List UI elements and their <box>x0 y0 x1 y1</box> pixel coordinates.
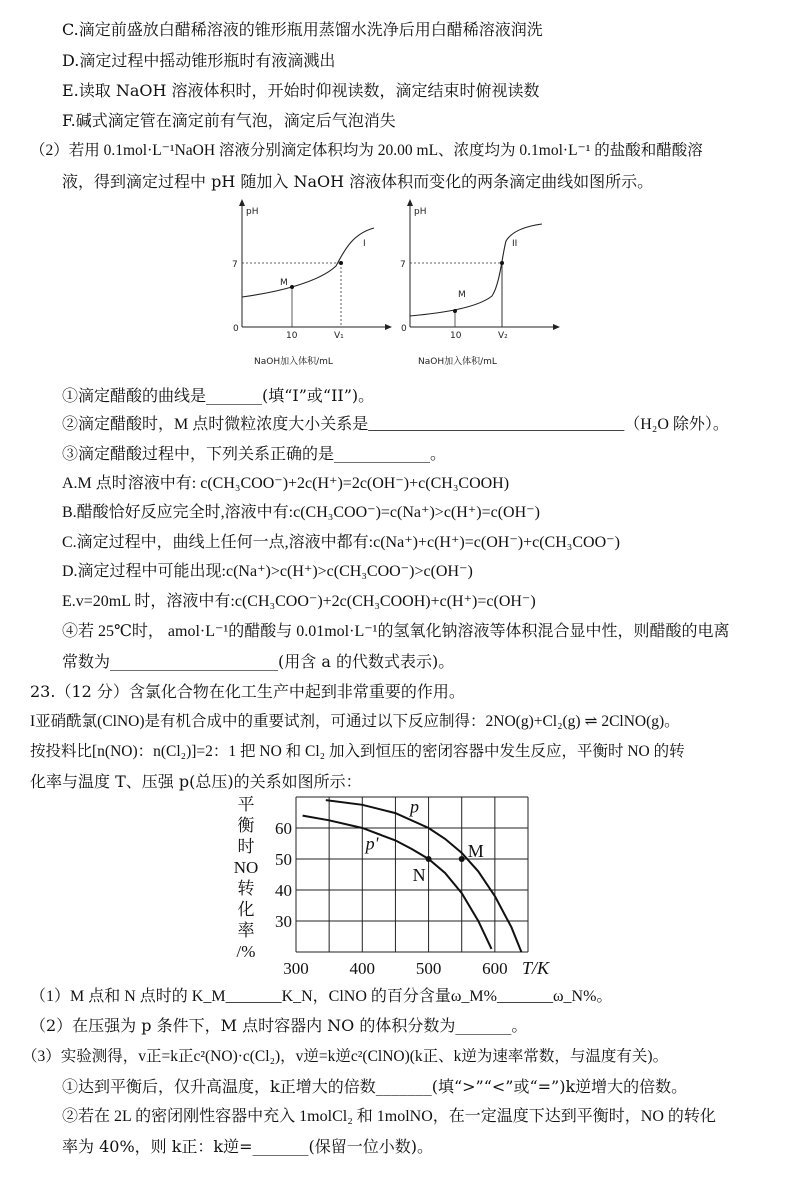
tick-0: 0 <box>401 324 407 334</box>
label-curve-i: I <box>363 239 366 249</box>
conversion-ylabel <box>234 795 259 961</box>
ylabel: pH <box>414 207 427 217</box>
q23-sub3a: ①达到平衡后，仅升高温度，k正增大的倍数_______(填“>”“<”或“=”)k逆增大的倍数。 <box>62 1077 688 1096</box>
x-tick: 600 <box>482 959 508 978</box>
tick-v1: V₁ <box>334 331 344 341</box>
ylabel: pH <box>246 207 259 217</box>
label-m: M <box>280 278 288 288</box>
x-arrow <box>553 324 560 330</box>
q23-title: 23.（12 分）含氯化合物在化工生产中起到非常重要的作用。 <box>30 682 465 701</box>
chart-ticks <box>275 819 550 978</box>
label-m: M <box>467 841 484 861</box>
tick-10: 10 <box>450 331 462 341</box>
q22-2-sub2: ②滴定醋酸时，M 点时微粒浓度大小关系是________________________________（H₂O 除外）。 <box>62 416 729 433</box>
point-n <box>426 856 432 862</box>
q22-2-sub4-line1: ④若 25℃时， amol·L⁻¹的醋酸与 0.01mol·L⁻¹的氢氧化钠溶液等体积混合显中性，则醋酸的电离 <box>62 623 730 640</box>
conversion-chart <box>228 792 568 982</box>
tick-v2: V₂ <box>498 331 508 341</box>
curve-ii <box>410 224 542 316</box>
ylabel-char: 转 <box>237 879 255 898</box>
option-e: E.读取 NaOH 溶液体积时，开始时仰视读数，滴定结束时俯视读数 <box>62 81 540 100</box>
ylabel-char: 时 <box>237 837 255 856</box>
q22-2-opt-d: D.滴定过程中可能出现:c(Na⁺)>c(H⁺)>c(CH₃COO⁻)>c(OH⁻) <box>62 563 473 580</box>
y-tick: 50 <box>275 850 292 869</box>
ylabel-char: /% <box>236 942 256 961</box>
q22-2-sub4-line2: 常数为_____________________(用含 a 的代数式表示)。 <box>62 652 455 671</box>
y-arrow <box>239 199 245 206</box>
q22-2-opt-e: E.v=20mL 时，溶液中有:c(CH₃COO⁻)+2c(CH₃COOH)+c(H⁺)=c(OH⁻) <box>62 593 536 610</box>
q23-sub3b-line2: 率为 40%，则 k正：k逆=_______(保留一位小数)。 <box>62 1137 434 1156</box>
titration-figure-1 <box>224 196 394 376</box>
q22-2-sub3: ③滴定醋酸过程中，下列关系正确的是____________。 <box>62 444 447 463</box>
ylabel-char: NO <box>233 858 259 877</box>
point-m <box>459 856 465 862</box>
tick-7: 7 <box>400 260 406 270</box>
x-tick: 500 <box>415 959 442 978</box>
ylabel-char: 率 <box>237 921 255 940</box>
label-m: M <box>458 290 466 300</box>
ylabel-char: 衡 <box>237 816 255 835</box>
xlabel: NaOH加入体积/mL <box>254 357 333 367</box>
ylabel-char: 平 <box>237 795 255 814</box>
series-label-p: p <box>410 796 420 817</box>
equivalence-point <box>500 261 504 265</box>
q22-2-opt-b: B.醋酸恰好反应完全时,溶液中有:c(CH₃COO⁻)=c(Na⁺)>c(H⁺)=c(OH⁻) <box>62 504 540 521</box>
q23-intro2: 按投料比[n(NO)：n(Cl₂)]=2：1 把 NO 和 Cl₂ 加入到恒压的密闭容器中发生反应，平衡时 NO 的转 <box>30 743 685 760</box>
q22-2-opt-a: A.M 点时溶液中有: c(CH₃COO⁻)+2c(H⁺)=2c(OH⁻)+c(CH₃COOH) <box>62 475 510 492</box>
series-label-p-prime: p' <box>365 833 379 854</box>
xlabel: NaOH加入体积/mL <box>418 357 497 367</box>
x-tick: 400 <box>349 959 376 978</box>
option-f: F.碱式滴定管在滴定前有气泡，滴定后气泡消失 <box>62 111 396 130</box>
y-tick: 40 <box>275 881 292 900</box>
series-line-p-prime <box>303 816 492 949</box>
q23-sub1: （1）M 点和 N 点时的 K_M_______K_N，ClNO 的百分含量ω_M%_______ω_N%。 <box>30 988 613 1005</box>
option-c: C.滴定前盛放白醋稀溶液的锥形瓶用蒸馏水洗净后用白醋稀溶液润洗 <box>62 20 543 39</box>
ylabel-char: 化 <box>237 900 255 919</box>
tick-10: 10 <box>286 331 298 341</box>
label-n: N <box>412 865 426 885</box>
x-axis-label: T/K <box>522 958 550 978</box>
y-tick: 60 <box>275 819 292 838</box>
tick-0: 0 <box>233 324 239 334</box>
option-d: D.滴定过程中摇动锥形瓶时有液滴溅出 <box>62 51 336 70</box>
q23-intro1: I亚硝酰氯(ClNO)是有机合成中的重要试剂，可通过以下反应制得：2NO(g)+Cl₂(g) ⇌ 2ClNO(g)。 <box>30 713 680 730</box>
label-curve-ii: II <box>512 239 518 249</box>
q22-2-stem-line1: （2）若用 0.1mol·L⁻¹NaOH 溶液分别滴定体积均为 20.00 mL、浓度均为 0.1mol·L⁻¹ 的盐酸和醋酸溶 <box>30 142 703 159</box>
x-arrow <box>385 324 392 330</box>
q22-2-opt-c: C.滴定过程中，曲线上任何一点,溶液中都有:c(Na⁺)+c(H⁺)=c(OH⁻)+c(CH₃COO⁻) <box>62 534 620 551</box>
chart-series <box>303 797 522 953</box>
q22-2-sub1: ①滴定醋酸的曲线是_______(填“I”或“II”)。 <box>62 386 375 405</box>
x-tick: 300 <box>283 959 309 978</box>
y-arrow <box>407 199 413 206</box>
curve-i <box>242 228 374 297</box>
q23-sub3: （3）实验测得，v正=k正c²(NO)·c(Cl₂)，v逆=k逆c²(ClNO)(k正、k逆为速率常数，与温度有关)。 <box>22 1048 669 1065</box>
y-tick: 30 <box>275 912 292 931</box>
tick-7: 7 <box>232 260 238 270</box>
point-m <box>453 309 457 313</box>
equivalence-point <box>339 261 343 265</box>
q23-sub3b-line1: ②若在 2L 的密闭刚性容器中充入 1molCl₂ 和 1molNO，在一定温度下达到平衡时，NO 的转化 <box>62 1108 716 1125</box>
titration-figure-2 <box>392 196 562 376</box>
q22-2-stem-line2: 液，得到滴定过程中 pH 随加入 NaOH 溶液体积而变化的两条滴定曲线如图所示。 <box>62 172 654 191</box>
q23-intro3: 化率与温度 T、压强 p(总压)的关系如图所示： <box>30 772 362 791</box>
q23-sub2: （2）在压强为 p 条件下，M 点时容器内 NO 的体积分数为_______。 <box>30 1016 528 1035</box>
point-m <box>290 285 294 289</box>
